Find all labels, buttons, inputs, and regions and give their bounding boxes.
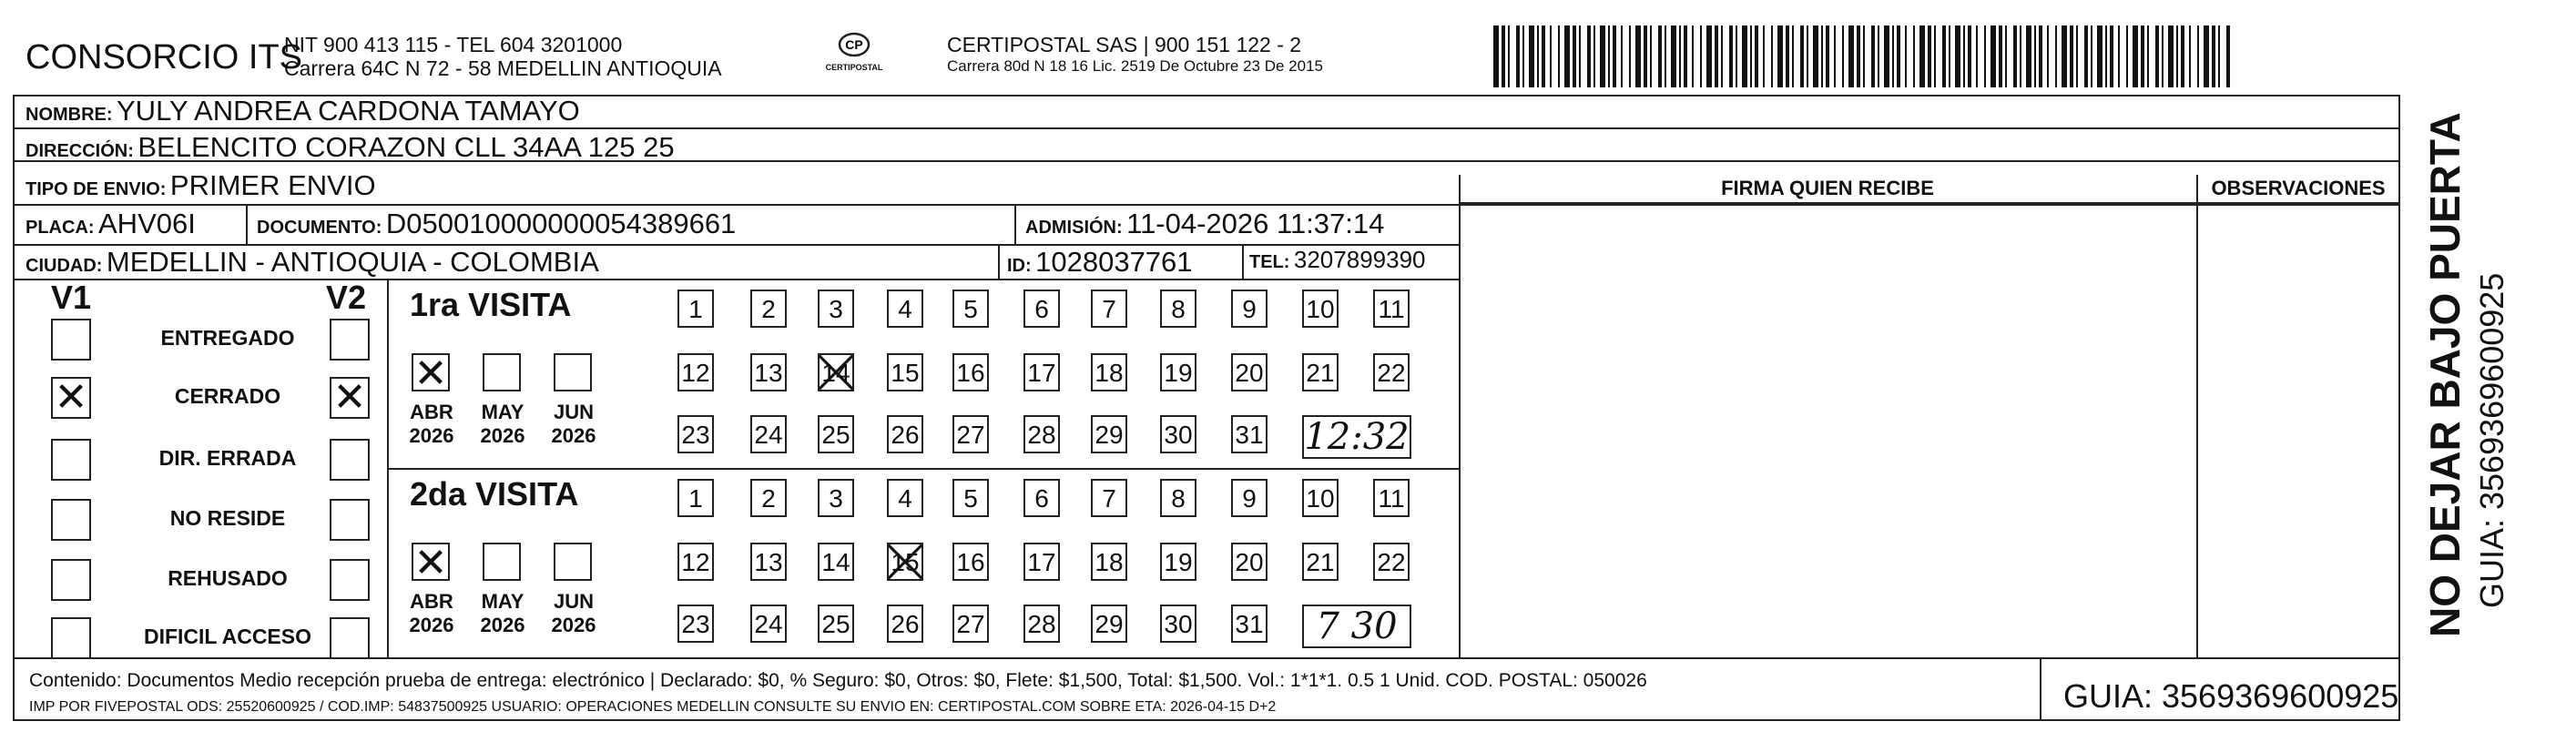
day-box[interactable]: 20 [1231, 353, 1268, 391]
day-box[interactable]: 14 [818, 353, 854, 391]
day-box[interactable]: 8 [1160, 479, 1196, 517]
plate: AHV06I [98, 208, 196, 239]
day-box[interactable]: 28 [1023, 415, 1060, 453]
day-box[interactable]: 2 [750, 479, 787, 517]
month-label: MAY 2026 [480, 401, 525, 447]
month-label: ABR 2026 [409, 590, 454, 636]
carrier-info [947, 33, 1323, 76]
day-box[interactable]: 26 [887, 605, 923, 643]
v2-checkbox[interactable] [330, 319, 370, 361]
day-box[interactable]: 10 [1302, 290, 1339, 328]
city: MEDELLIN - ANTIOQUIA - COLOMBIA [106, 246, 599, 278]
month-checkbox[interactable] [554, 353, 592, 391]
v1-checkbox[interactable] [51, 374, 91, 421]
v1-checkbox[interactable] [51, 439, 91, 481]
day-box[interactable]: 25 [818, 415, 854, 453]
status-label: NO RESIDE [169, 506, 286, 530]
brand-address: Carrera 64C N 72 - 58 MEDELLIN ANTIOQUIA [284, 56, 722, 80]
v1-checkbox[interactable] [51, 499, 91, 541]
send-type-row [25, 169, 376, 202]
month-checkbox[interactable] [554, 543, 592, 581]
check-mark-icon: ✕ [413, 351, 448, 397]
handwritten-hour: 7 30 [1316, 605, 1398, 647]
v2-checkbox[interactable] [330, 499, 370, 541]
day-box[interactable]: 29 [1091, 605, 1127, 643]
v1-checkbox[interactable] [51, 559, 91, 601]
recipient-address: BELENCITO CORAZON CLL 34AA 125 25 [137, 131, 675, 163]
day-box[interactable]: 23 [677, 605, 714, 643]
address-label: DIRECCIÓN: [25, 141, 134, 161]
plate-label: PLACA: [25, 218, 95, 238]
day-box[interactable]: 17 [1023, 543, 1060, 581]
day-box[interactable]: 2 [750, 290, 787, 328]
check-mark-icon: ✕ [54, 374, 88, 421]
day-box[interactable]: 31 [1231, 605, 1268, 643]
city-cell [25, 246, 599, 279]
print-info: IMP POR FIVEPOSTAL ODS: 25520600925 / COD.IMP: 54837500925 USUARIO: OPERACIONES MEDELLIN CONSULTE SU ENVIO EN: CERTIPOSTAL.COM SOBRE ETA: 2026-04-15 D+2 [29, 699, 1277, 715]
day-box[interactable]: 27 [952, 605, 989, 643]
day-box[interactable]: 19 [1160, 543, 1196, 581]
day-box[interactable]: 23 [677, 415, 714, 453]
visit-title: 1ra VISITA [410, 286, 572, 323]
day-box[interactable]: 16 [952, 353, 989, 391]
document-cell [257, 208, 736, 240]
day-box[interactable]: 4 [887, 479, 923, 517]
day-box[interactable]: 16 [952, 543, 989, 581]
tel-number: 3207899390 [1293, 246, 1426, 273]
carrier-line: CERTIPOSTAL SAS | 900 151 122 - 2 [947, 33, 1302, 56]
day-box[interactable]: 12 [677, 353, 714, 391]
status-label: ENTREGADO [160, 326, 295, 350]
day-box[interactable]: 17 [1023, 353, 1060, 391]
id-cell [1007, 246, 1193, 279]
hour-box[interactable] [1302, 605, 1411, 648]
brand-nit-tel: NIT 900 413 115 - TEL 604 3201000 [284, 33, 623, 56]
visit-title: 2da VISITA [410, 475, 579, 513]
certipostal-logo [818, 31, 891, 72]
day-box[interactable]: 10 [1302, 479, 1339, 517]
day-box[interactable]: 9 [1231, 290, 1268, 328]
day-box[interactable]: 3 [818, 290, 854, 328]
document-label: DOCUMENTO: [257, 218, 382, 238]
tel-label: TEL: [1249, 252, 1290, 272]
day-box[interactable]: 14 [818, 543, 854, 581]
month-label: MAY 2026 [480, 590, 525, 636]
status-label: DIR. ERRADA [158, 446, 297, 470]
day-box[interactable]: 31 [1231, 415, 1268, 453]
v2-checkbox[interactable] [330, 617, 370, 659]
svg-text:CP: CP [845, 37, 863, 52]
name-label: NOMBRE: [25, 105, 113, 125]
recipient-name: YULY ANDREA CARDONA TAMAYO [117, 95, 580, 127]
day-box[interactable]: 26 [887, 415, 923, 453]
carrier-license: Carrera 80d N 18 16 Lic. 2519 De Octubre 23 De 2015 [947, 57, 1323, 75]
check-mark-icon: ✕ [413, 540, 448, 586]
hour-box[interactable] [1302, 415, 1411, 459]
check-mark-icon: ✕ [332, 374, 367, 421]
day-box[interactable]: 1 [677, 479, 714, 517]
brand-name: CONSORCIO ITS [25, 38, 303, 76]
day-box[interactable]: 24 [750, 605, 787, 643]
month-label: JUN 2026 [551, 401, 596, 447]
send-type: PRIMER ENVIO [169, 169, 376, 201]
day-box[interactable]: 1 [677, 290, 714, 328]
day-box[interactable]: 22 [1373, 543, 1410, 581]
day-box[interactable]: 18 [1091, 543, 1127, 581]
day-box[interactable]: 21 [1302, 543, 1339, 581]
plate-cell [25, 208, 196, 240]
day-box[interactable]: 7 [1091, 479, 1127, 517]
side-guia-number: GUIA: 3569369600925 [2473, 272, 2510, 608]
day-box[interactable]: 11 [1373, 290, 1410, 328]
month-checkbox[interactable] [412, 540, 450, 586]
month-checkbox[interactable] [483, 543, 521, 581]
day-box[interactable]: 30 [1160, 605, 1196, 643]
day-box[interactable]: 22 [1373, 353, 1410, 391]
day-box[interactable]: 7 [1091, 290, 1127, 328]
month-label: ABR 2026 [409, 401, 454, 447]
day-box[interactable]: 15 [887, 353, 923, 391]
v1-checkbox[interactable] [51, 319, 91, 361]
admission-date: 11-04-2026 11:37:14 [1126, 208, 1385, 239]
shipment-content: Contenido: Documentos Medio recepción prueba de entrega: electrónico | Declarado: $0, % Seguro: $0, Otros: $0, Flete: $1,500, Total: $1,500. Vol.: 1*1*1. 0.5 1 Unid. COD. POSTAL: 050026 [29, 670, 1647, 691]
status-label: CERRADO [174, 384, 281, 408]
logo-caption: CERTIPOSTAL [825, 63, 883, 72]
signature-column-header: FIRMA QUIEN RECIBE [1721, 177, 1934, 199]
day-box[interactable]: 30 [1160, 415, 1196, 453]
handwritten-hour: 12:32 [1304, 416, 1410, 458]
barcode [1493, 25, 2231, 87]
day-box[interactable]: 5 [952, 479, 989, 517]
day-box[interactable]: 5 [952, 290, 989, 328]
admission-cell [1025, 208, 1384, 240]
day-box[interactable]: 25 [818, 605, 854, 643]
v2-checkbox[interactable] [330, 559, 370, 601]
admission-label: ADMISIÓN: [1025, 218, 1123, 238]
send-type-label: TIPO DE ENVIO: [25, 179, 167, 199]
day-box[interactable]: 11 [1373, 479, 1410, 517]
v2-header: V2 [326, 279, 367, 316]
day-box[interactable]: 27 [952, 415, 989, 453]
day-box[interactable]: 19 [1160, 353, 1196, 391]
day-box[interactable]: 28 [1023, 605, 1060, 643]
v1-header: V1 [51, 279, 92, 316]
day-box[interactable]: 4 [887, 290, 923, 328]
month-checkbox[interactable] [483, 353, 521, 391]
guia-number: GUIA: 3569369600925 [2063, 677, 2399, 715]
observations-column-header: OBSERVACIONES [2211, 177, 2386, 199]
day-box[interactable]: 20 [1231, 543, 1268, 581]
certipostal-logo-icon [834, 31, 874, 58]
recipient-name-row [25, 95, 580, 127]
day-box[interactable]: 13 [750, 543, 787, 581]
recipient-address-row [25, 131, 675, 164]
status-label: REHUSADO [168, 566, 288, 590]
month-checkbox[interactable] [412, 351, 450, 397]
v2-checkbox[interactable] [330, 439, 370, 481]
day-box[interactable]: 15 [887, 543, 923, 581]
no-under-door-warning: NO DEJAR BAJO PUERTA [2421, 112, 2469, 637]
month-label: JUN 2026 [551, 590, 596, 636]
day-box[interactable]: 12 [677, 543, 714, 581]
day-box[interactable]: 8 [1160, 290, 1196, 328]
tel-cell [1249, 246, 1426, 274]
day-box[interactable]: 3 [818, 479, 854, 517]
day-box[interactable]: 18 [1091, 353, 1127, 391]
id-number: 1028037761 [1035, 246, 1193, 278]
document-number: D050010000000054389661 [385, 208, 737, 239]
status-label: DIFICIL ACCESO [143, 625, 311, 648]
barcode-icon [1493, 25, 2231, 87]
day-box[interactable]: 21 [1302, 353, 1339, 391]
day-box[interactable]: 13 [750, 353, 787, 391]
day-box[interactable]: 24 [750, 415, 787, 453]
v1-checkbox[interactable] [51, 617, 91, 659]
day-box[interactable]: 29 [1091, 415, 1127, 453]
brand-info [284, 33, 722, 80]
day-box[interactable]: 9 [1231, 479, 1268, 517]
day-box[interactable]: 6 [1023, 479, 1060, 517]
day-box[interactable]: 6 [1023, 290, 1060, 328]
city-label: CIUDAD: [25, 256, 103, 276]
v2-checkbox[interactable] [330, 374, 370, 421]
id-label: ID: [1007, 256, 1032, 276]
